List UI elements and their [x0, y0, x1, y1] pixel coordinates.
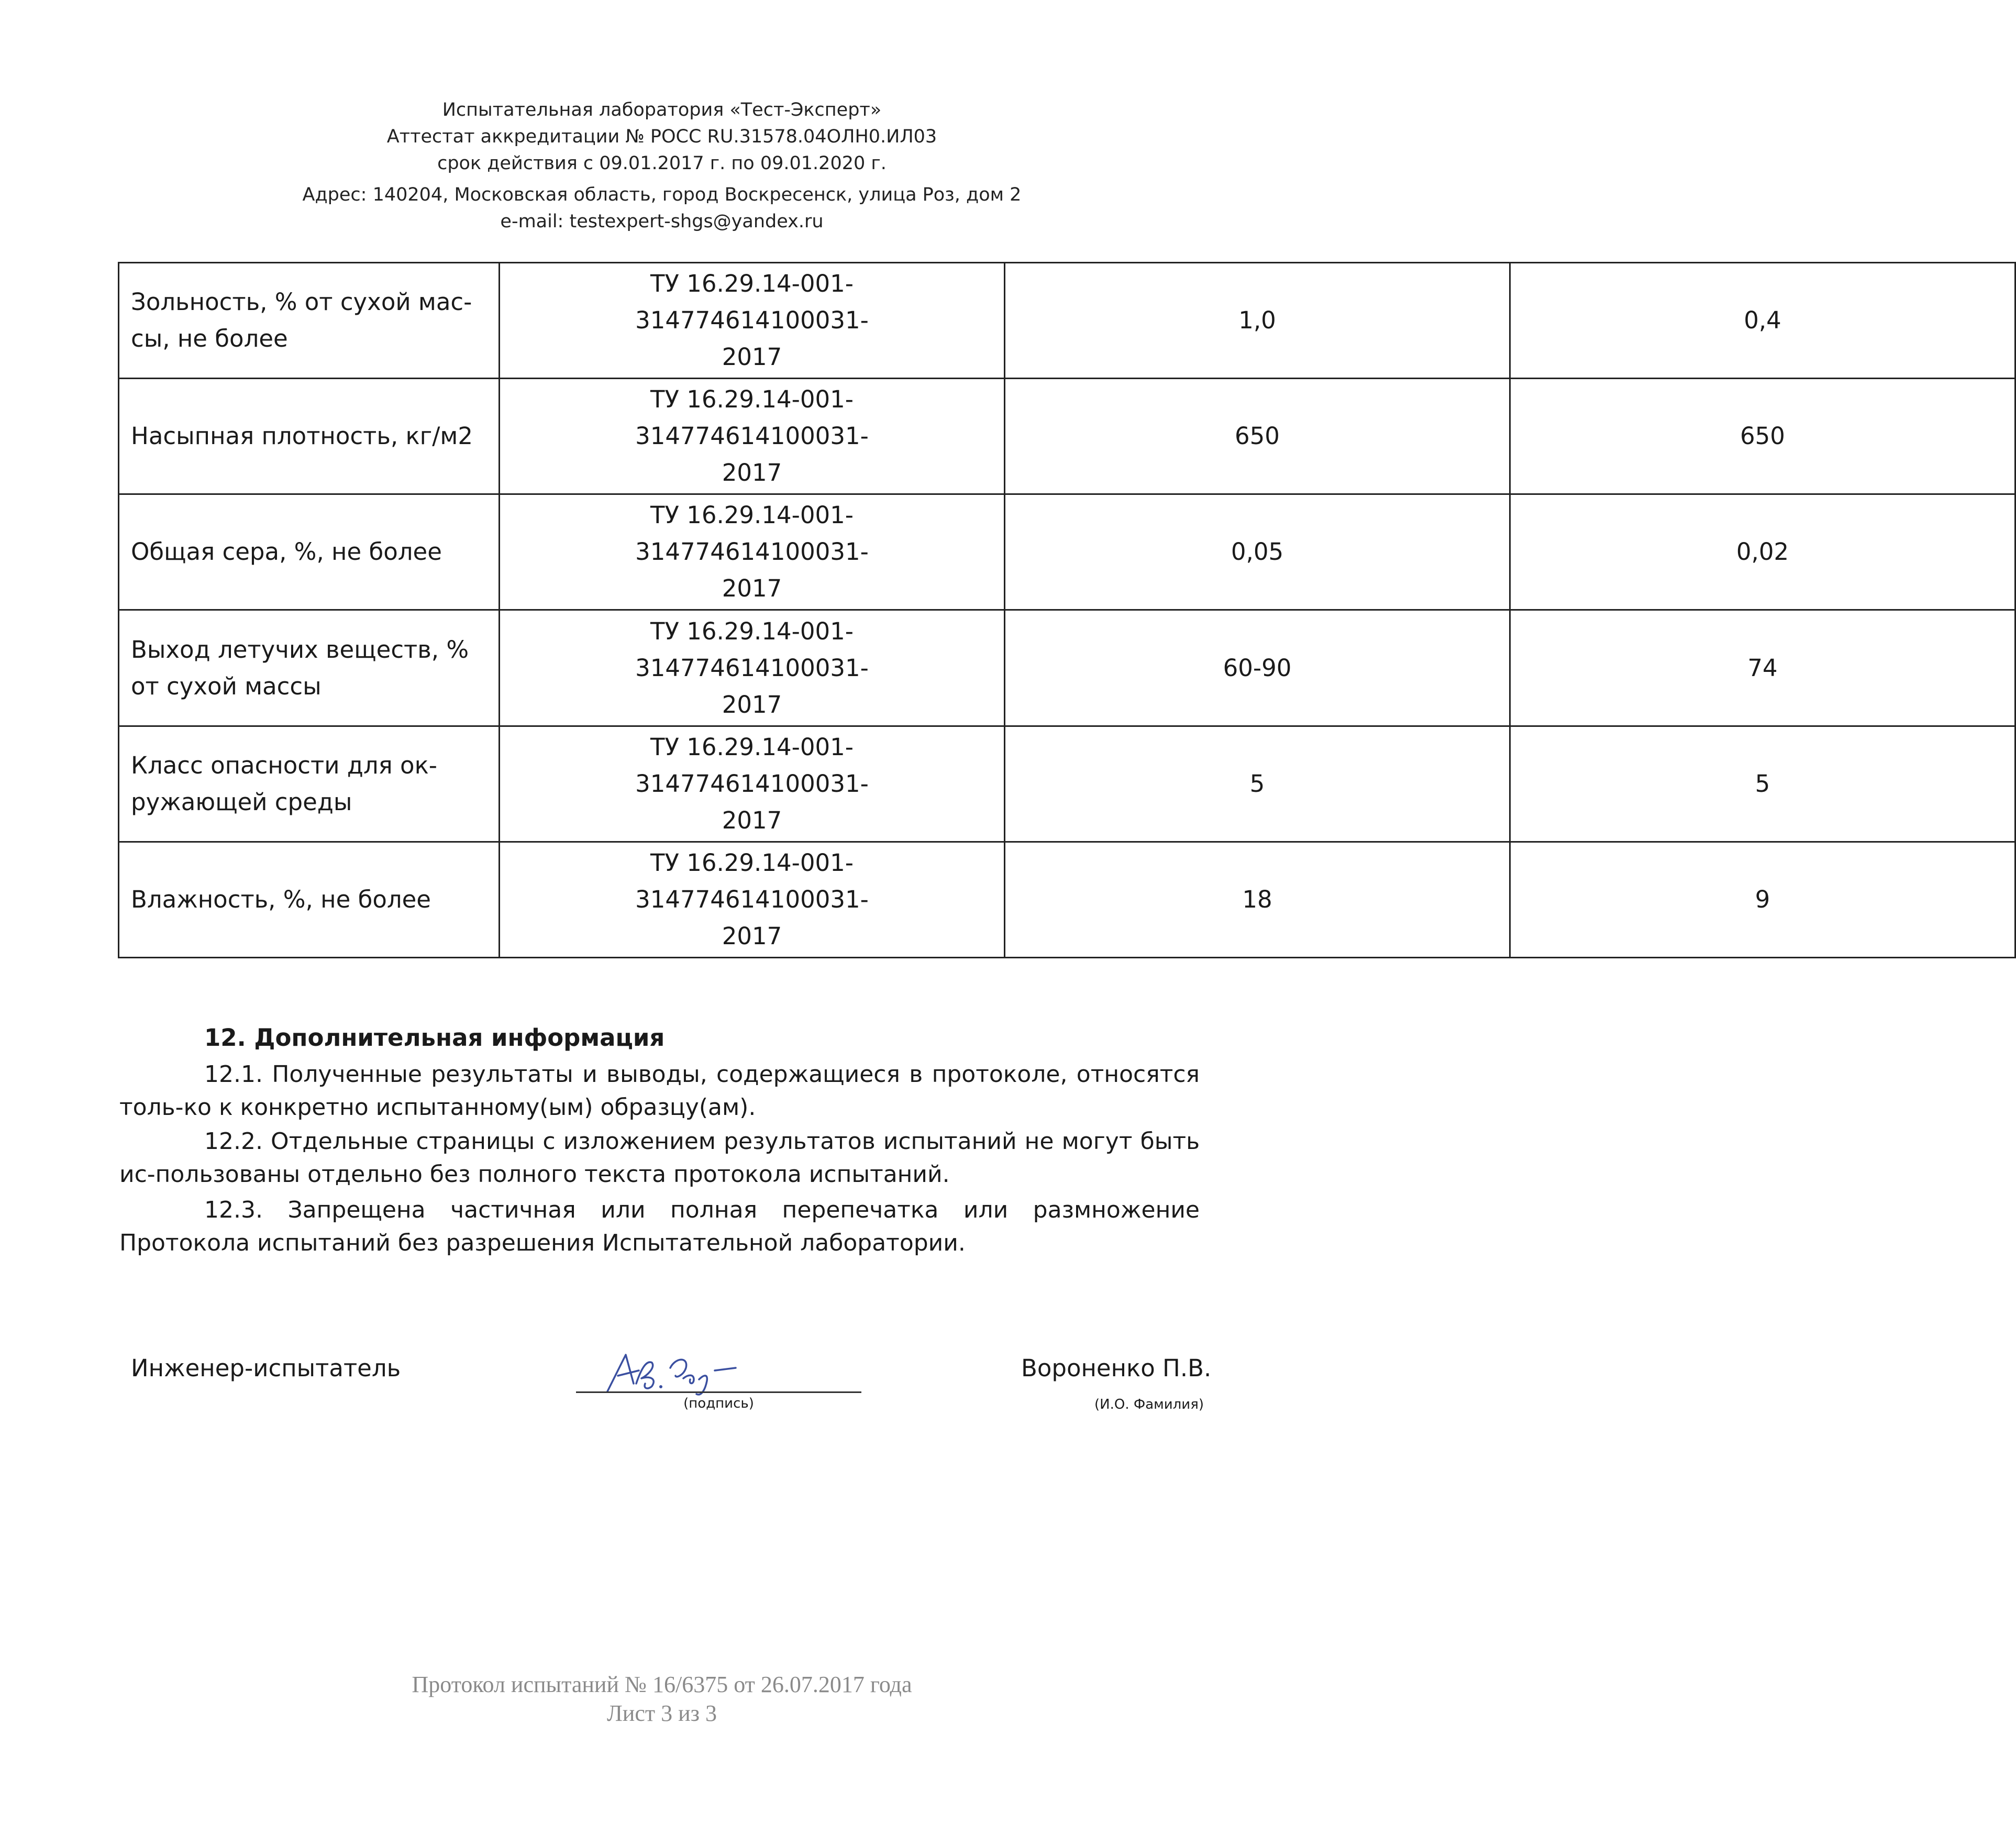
- table-row: [119, 842, 2015, 957]
- result-value-cell: 650: [1510, 379, 2015, 494]
- footer-sheet: Лист 3 из 3: [606, 1700, 717, 1726]
- table-row: [119, 494, 2015, 610]
- table-row: [119, 610, 2015, 726]
- signature-hint: (подпись): [683, 1396, 754, 1411]
- result-value-cell: 74: [1510, 610, 2015, 726]
- indicator-cell: Общая сера, %, не более: [119, 494, 500, 610]
- indicator-cell: Насыпная плотность, кг/м2: [119, 379, 500, 494]
- section-paragraph-3: 12.3. Запрещена частичная или полная перепечатка или размножение Протокола испытаний без разрешения Испытательной лаборатории.: [119, 1197, 1200, 1256]
- indicator-cell: Зольность, % от сухой мас- сы, не более: [119, 263, 500, 379]
- result-value-cell: 0,02: [1510, 494, 2015, 610]
- lab-name: Испытательная лаборатория «Тест-Эксперт»: [442, 100, 882, 120]
- indicator-cell: Класс опасности для ок- ружающей среды: [119, 726, 500, 842]
- norm-document-cell: ТУ 16.29.14-001- 314774614100031- 2017: [500, 494, 1005, 610]
- table-row: [119, 263, 2015, 379]
- norm-document-cell: ТУ 16.29.14-001- 314774614100031- 2017: [500, 610, 1005, 726]
- table-row: [119, 379, 2015, 494]
- section-paragraph-2: 12.2. Отдельные страницы с изложением результатов испытаний не могут быть ис-пользованы отдельно без полного текста протокола испытаний.: [119, 1128, 1200, 1188]
- footer-protocol: Протокол испытаний № 16/6375 от 26.07.2017 года: [412, 1672, 912, 1697]
- address: Адрес: 140204, Московская область, город Воскресенск, улица Роз, дом 2: [302, 184, 1022, 205]
- validity: срок действия с 09.01.2017 г. по 09.01.2020 г.: [437, 153, 887, 174]
- norm-value-cell: 60-90: [1005, 610, 1510, 726]
- table-row: [119, 726, 2015, 842]
- norm-value-cell: 5: [1005, 726, 1510, 842]
- indicator-cell: Влажность, %, не более: [119, 842, 500, 957]
- result-value-cell: 9: [1510, 842, 2015, 957]
- norm-document-cell: ТУ 16.29.14-001- 314774614100031- 2017: [500, 263, 1005, 379]
- email: e-mail: testexpert-shgs@yandex.ru: [500, 211, 824, 232]
- norm-value-cell: 1,0: [1005, 263, 1510, 379]
- signer-name-hint: (И.О. Фамилия): [1094, 1397, 1204, 1412]
- section-title: 12. Дополнительная информация: [204, 1024, 665, 1052]
- signature-line: [576, 1391, 861, 1393]
- indicator-cell: Выход летучих веществ, % от сухой массы: [119, 610, 500, 726]
- results-table: [118, 262, 2016, 958]
- result-value-cell: 0,4: [1510, 263, 2015, 379]
- norm-value-cell: 0,05: [1005, 494, 1510, 610]
- accreditation: Аттестат аккредитации № РОСС RU.31578.04ОЛН0.ИЛ03: [386, 126, 937, 147]
- signer-role: Инженер-испытатель: [131, 1354, 401, 1382]
- section-paragraph-1: 12.1. Полученные результаты и выводы, содержащиеся в протоколе, относятся толь-ко к конкретно испытанному(ым) образцу(ам).: [119, 1061, 1200, 1121]
- norm-document-cell: ТУ 16.29.14-001- 314774614100031- 2017: [500, 379, 1005, 494]
- signer-name: Вороненко П.В.: [1021, 1354, 1212, 1382]
- result-value-cell: 5: [1510, 726, 2015, 842]
- norm-document-cell: ТУ 16.29.14-001- 314774614100031- 2017: [500, 726, 1005, 842]
- norm-document-cell: ТУ 16.29.14-001- 314774614100031- 2017: [500, 842, 1005, 957]
- norm-value-cell: 650: [1005, 379, 1510, 494]
- norm-value-cell: 18: [1005, 842, 1510, 957]
